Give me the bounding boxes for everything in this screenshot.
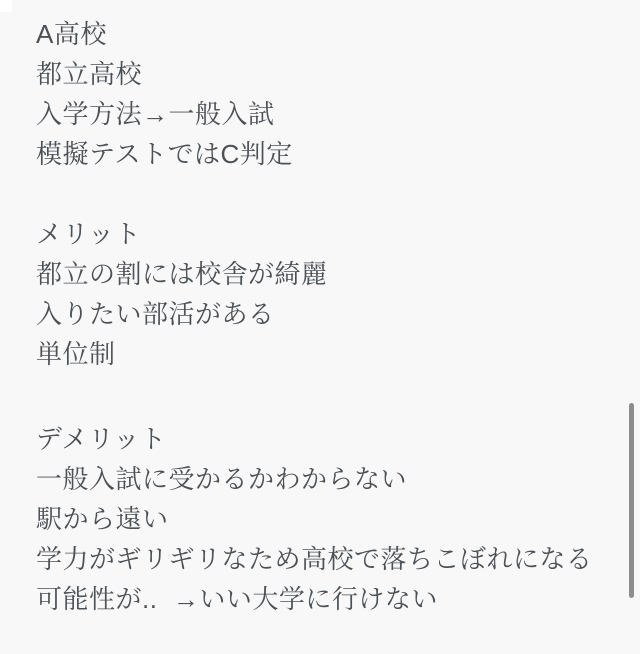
note-line-mock-test-result: 模擬テストではC判定: [36, 139, 293, 169]
note-line-merit-item: 都立の割には校舎が綺麗: [36, 259, 328, 289]
note-line-admission-method: 入学方法→一般入試: [36, 99, 275, 129]
note-line-demerit-item: 駅から遠い: [36, 504, 169, 534]
note-line-school-name: A高校: [36, 19, 107, 49]
screen-corner-artifact: [0, 0, 12, 12]
note-section-demerits: [36, 419, 600, 619]
note-line-merit-item: 入りたい部活がある: [36, 299, 275, 329]
note-section-school-info: [36, 14, 600, 174]
note-heading-merit: メリット: [36, 219, 141, 249]
note-heading-demerit: デメリット: [36, 424, 167, 454]
note-line-demerit-item: 一般入試に受かるかわからない: [36, 464, 408, 494]
note-section-merits: [36, 214, 600, 374]
note-line-merit-item: 単位制: [36, 339, 116, 369]
scrollbar-thumb[interactable]: [629, 403, 634, 598]
note-line-demerit-item: 学力がギリギリなため高校で落ちこぼれになる: [36, 544, 593, 574]
note-line-demerit-item: 可能性が.. →いい大学に行けない: [36, 584, 438, 614]
note-body: [36, 14, 600, 619]
note-line-school-type: 都立高校: [36, 59, 143, 89]
